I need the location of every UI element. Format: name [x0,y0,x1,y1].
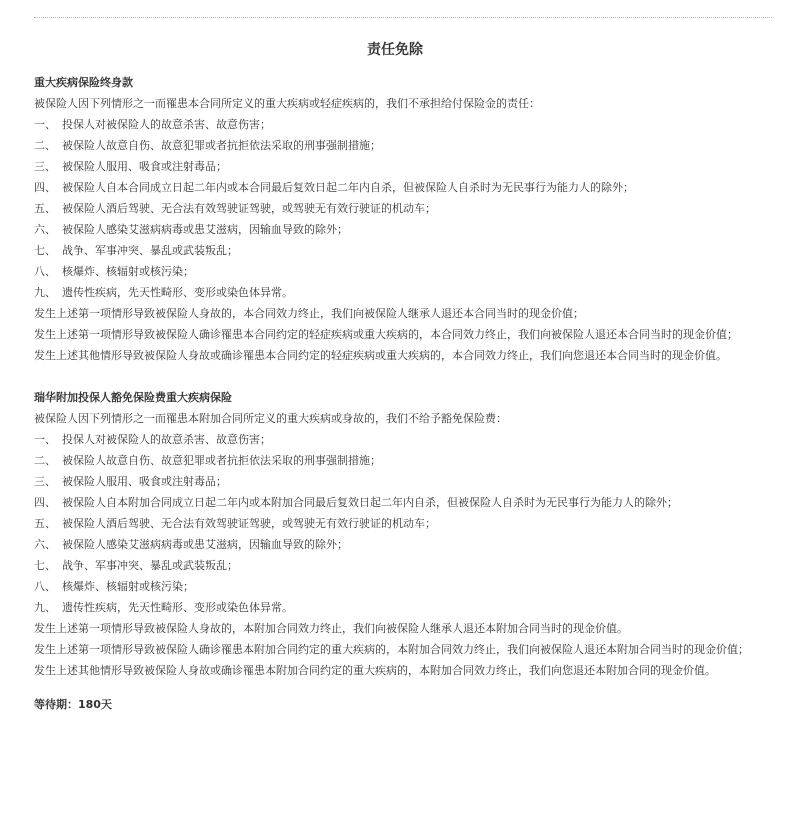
section-intro: 被保险人因下列情形之一而罹患本合同所定义的重大疾病或轻症疾病的，我们不承担给付保险金的责任： [34,97,540,110]
list-item [34,135,772,156]
list-item [34,177,772,198]
list-item [34,114,772,135]
item-number: 一、 [34,433,56,446]
item-number: 五、 [34,202,56,215]
section-intro: 被保险人因下列情形之一而罹患本附加合同所定义的重大疾病或身故的，我们不给予豁免保险费： [34,412,507,425]
item-number: 七、 [34,559,56,572]
item-number: 三、 [34,475,56,488]
list-item [34,576,772,597]
item-number: 五、 [34,517,56,530]
list-item [34,429,772,450]
item-text: 被保险人服用、吸食或注射毒品； [62,160,227,173]
section-note: 发生上述其他情形导致被保险人身故或确诊罹患本合同约定的轻症疾病或重大疾病的，本合同效力终止，我们向您退还本合同当时的现金价值。 [34,349,727,362]
section-heading: 重大疾病保险终身款 [34,76,133,89]
item-number: 六、 [34,538,56,551]
item-text: 战争、军事冲突、暴乱或武装叛乱； [62,559,238,572]
list-item [34,240,772,261]
item-number: 九、 [34,286,56,299]
item-number: 四、 [34,181,56,194]
item-number: 二、 [34,139,56,152]
item-text: 被保险人酒后驾驶、无合法有效驾驶证驾驶，或驾驶无有效行驶证的机动车； [62,517,436,530]
item-number: 四、 [34,496,56,509]
item-number: 二、 [34,454,56,467]
list-item [34,492,772,513]
item-text: 遗传性疾病，先天性畸形、变形或染色体异常。 [62,286,293,299]
item-text: 核爆炸、核辐射或核污染； [62,580,194,593]
item-number: 九、 [34,601,56,614]
item-text: 战争、军事冲突、暴乱或武装叛乱； [62,244,238,257]
list-item [34,261,772,282]
list-item [34,534,772,555]
list-item [34,450,772,471]
item-text: 被保险人自本附加合同成立日起二年内或本附加合同最后复效日起二年内自杀，但被保险人自杀时为无民事行为能力人的除外； [62,496,678,509]
list-item [34,513,772,534]
item-text: 被保险人感染艾滋病病毒或患艾滋病，因输血导致的除外； [62,223,348,236]
item-text: 遗传性疾病，先天性畸形、变形或染色体异常。 [62,601,293,614]
item-number: 八、 [34,580,56,593]
item-text: 被保险人故意自伤、故意犯罪或者抗拒依法采取的刑事强制措施； [62,454,381,467]
item-text: 被保险人故意自伤、故意犯罪或者抗拒依法采取的刑事强制措施； [62,139,381,152]
list-item [34,471,772,492]
section-note: 发生上述第一项情形导致被保险人身故的，本合同效力终止，我们向被保险人继承人退还本合同当时的现金价值； [34,307,584,320]
section-heading: 瑞华附加投保人豁免保险费重大疾病保险 [34,391,232,404]
top-divider [34,17,772,18]
item-number: 七、 [34,244,56,257]
item-number: 一、 [34,118,56,131]
section-note: 发生上述第一项情形导致被保险人身故的，本附加合同效力终止，我们向被保险人继承人退还本附加合同当时的现金价值。 [34,622,628,635]
list-item [34,597,772,618]
waiting-period: 等待期：180天 [34,698,112,711]
list-item [34,282,772,303]
section-note: 发生上述其他情形导致被保险人身故或确诊罹患本附加合同约定的重大疾病的，本附加合同效力终止，我们向您退还本附加合同的现金价值。 [34,664,716,677]
section-note: 发生上述第一项情形导致被保险人确诊罹患本附加合同约定的重大疾病的，本附加合同效力终止，我们向被保险人退还本附加合同当时的现金价值； [34,643,749,656]
section-note: 发生上述第一项情形导致被保险人确诊罹患本合同约定的轻症疾病或重大疾病的，本合同效力终止，我们向被保险人退还本合同当时的现金价值； [34,328,738,341]
list-item [34,198,772,219]
item-text: 投保人对被保险人的故意杀害、故意伤害； [62,433,271,446]
page-title: 责任免除 [367,42,423,58]
item-number: 三、 [34,160,56,173]
item-text: 被保险人自本合同成立日起二年内或本合同最后复效日起二年内自杀，但被保险人自杀时为无民事行为能力人的除外； [62,181,634,194]
item-number: 八、 [34,265,56,278]
item-text: 投保人对被保险人的故意杀害、故意伤害； [62,118,271,131]
item-text: 被保险人酒后驾驶、无合法有效驾驶证驾驶，或驾驶无有效行驶证的机动车； [62,202,436,215]
item-text: 被保险人服用、吸食或注射毒品； [62,475,227,488]
item-text: 被保险人感染艾滋病病毒或患艾滋病，因输血导致的除外； [62,538,348,551]
list-item [34,555,772,576]
section-spacer [34,366,772,387]
exclusions-content [34,72,772,715]
item-text: 核爆炸、核辐射或核污染； [62,265,194,278]
list-item [34,219,772,240]
item-number: 六、 [34,223,56,236]
list-item [34,156,772,177]
